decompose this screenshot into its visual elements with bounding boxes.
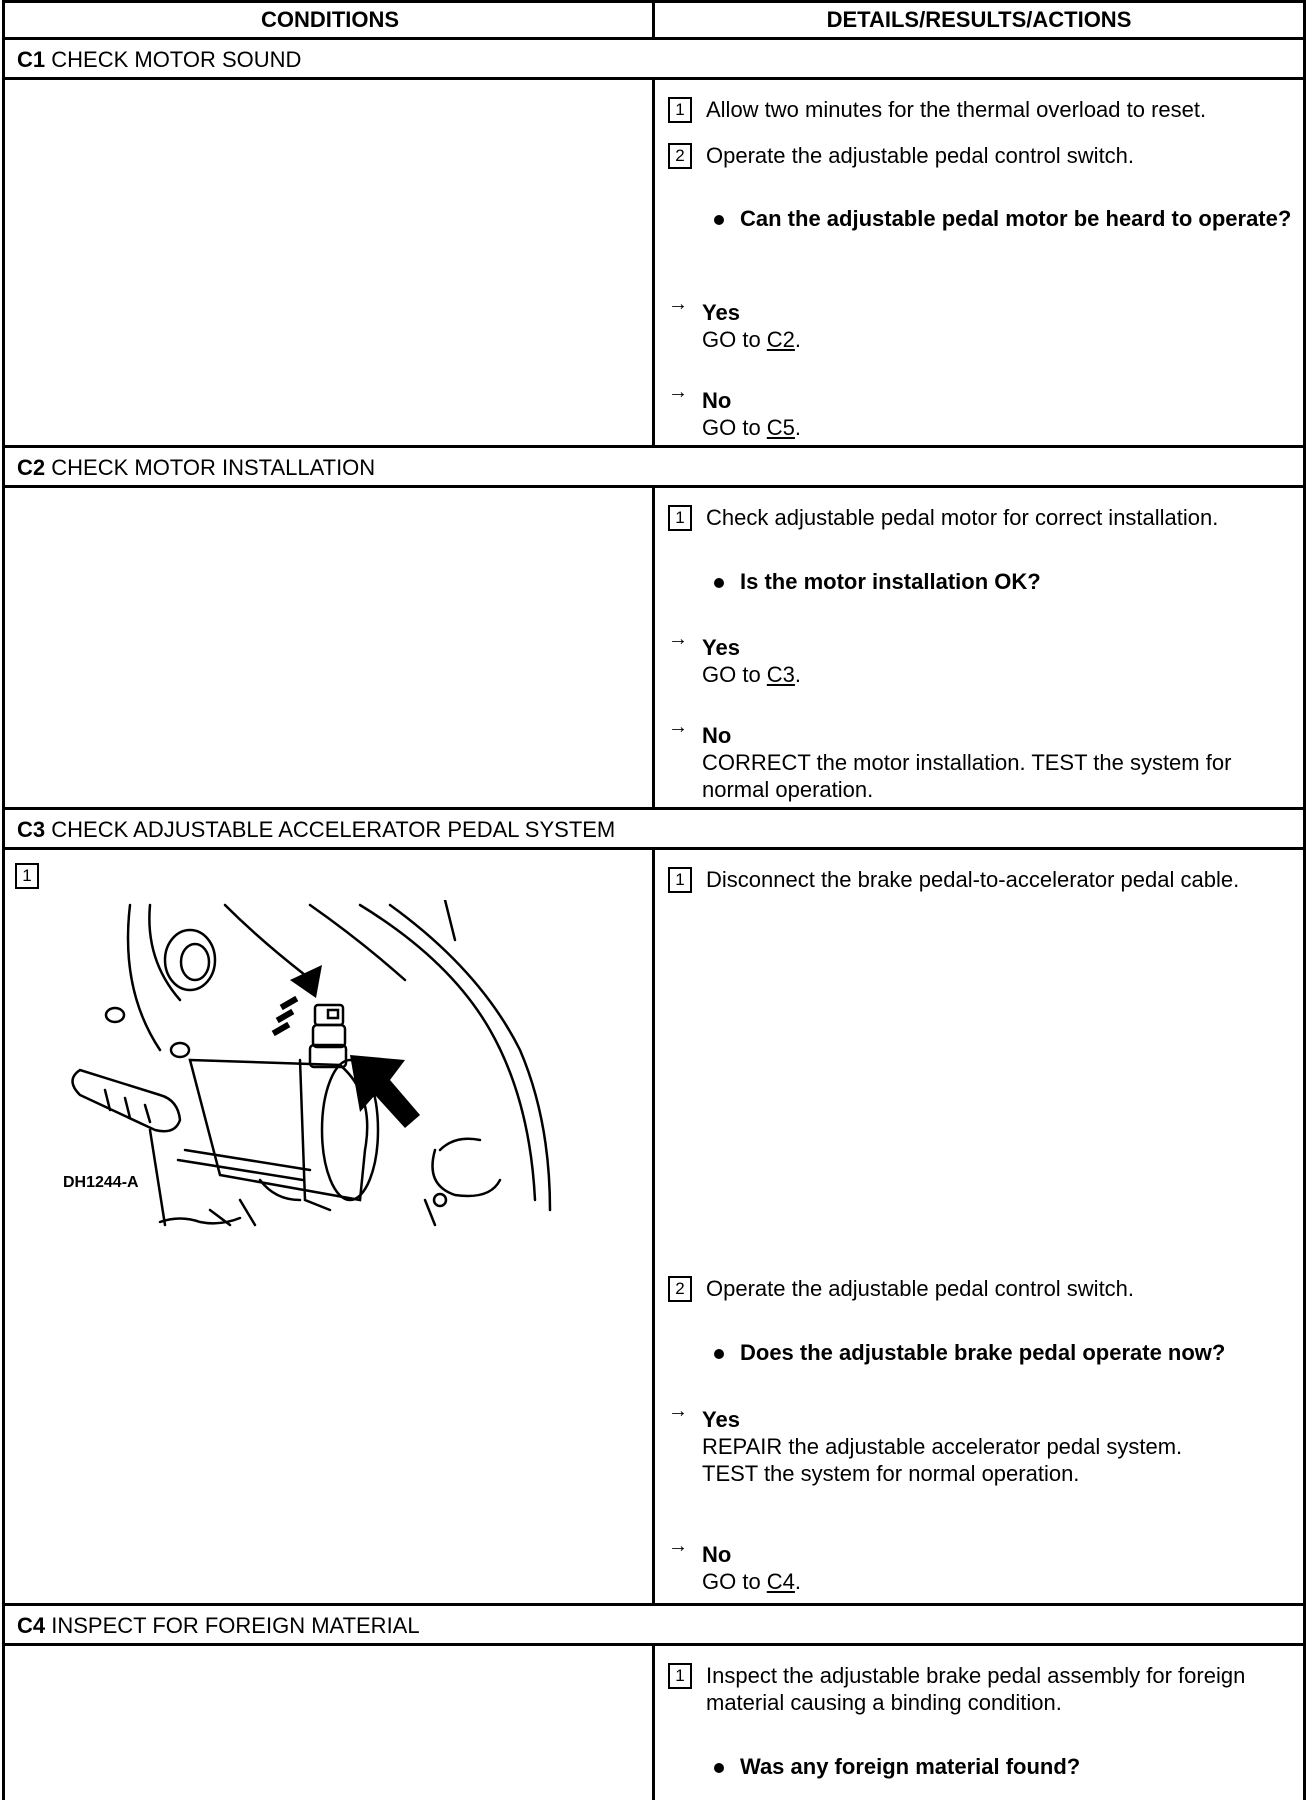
section-id: C4	[17, 1613, 46, 1638]
goto-link[interactable]: C5	[766, 415, 795, 440]
step-number: 1	[668, 97, 692, 123]
step-item	[668, 96, 1295, 123]
question: Is the motor installation OK?	[714, 568, 1295, 595]
bullet-icon	[714, 578, 724, 588]
step-number: 2	[668, 143, 692, 169]
step-item	[668, 866, 1295, 893]
goto-link[interactable]: C4	[766, 1569, 795, 1594]
step-text: Inspect the adjustable brake pedal assembly for foreign material causing a binding condition.	[706, 1663, 1246, 1715]
section-id: C1	[17, 47, 46, 72]
section-c1-title	[5, 40, 1303, 80]
step-item	[668, 142, 1295, 169]
arrow-icon: →	[668, 628, 688, 650]
arrow-icon: →	[668, 716, 688, 738]
step-item	[668, 1275, 1295, 1302]
section-id: C3	[17, 817, 46, 842]
section-c3-body	[5, 850, 1303, 1606]
section-title: CHECK ADJUSTABLE ACCELERATOR PEDAL SYSTEM	[51, 817, 616, 842]
answer-no: → No CORRECT the motor installation. TEST the system for normal operation.	[668, 716, 1232, 802]
step-text: Allow two minutes for the thermal overload to reset.	[706, 97, 1207, 122]
step-number: 1	[15, 863, 39, 889]
section-c3-title	[5, 810, 1303, 850]
goto-link[interactable]: C2	[766, 327, 795, 352]
step-item	[668, 504, 1295, 531]
step-text: Disconnect the brake pedal-to-accelerator pedal cable.	[706, 867, 1240, 892]
section-title: CHECK MOTOR SOUND	[51, 47, 302, 72]
answer-yes: → Yes REPAIR the adjustable accelerator pedal system. TEST the system for normal operation.	[668, 1400, 1183, 1486]
conditions-header: CONDITIONS	[260, 7, 400, 32]
step-number: 1	[668, 505, 692, 531]
answer-yes: → Yes GO to C3.	[668, 628, 802, 687]
answer-no: → No GO to C4.	[668, 1535, 802, 1594]
figure-label: DH1244-A	[63, 1174, 139, 1191]
section-title: CHECK MOTOR INSTALLATION	[51, 455, 376, 480]
goto-link[interactable]: C3	[766, 662, 795, 687]
arrow-icon: →	[668, 293, 688, 315]
answer-no: → No GO to C5.	[668, 381, 802, 440]
question: Can the adjustable pedal motor be heard to operate?	[714, 205, 1295, 232]
section-id: C2	[17, 455, 46, 480]
section-c4-body	[5, 1646, 1303, 1800]
diagnostic-table	[2, 0, 1306, 1800]
question: Does the adjustable brake pedal operate now?	[714, 1339, 1295, 1366]
arrow-icon: →	[668, 1400, 688, 1422]
step-text: Check adjustable pedal motor for correct installation.	[706, 505, 1219, 530]
bullet-icon	[714, 1763, 724, 1773]
section-c4-title	[5, 1606, 1303, 1646]
step-text: Operate the adjustable pedal control switch.	[706, 1276, 1135, 1301]
step-item	[668, 1662, 1295, 1716]
arrow-icon: →	[668, 381, 688, 403]
arrow-icon: →	[668, 1535, 688, 1557]
answer-yes: → Yes GO to C2.	[668, 293, 802, 352]
step-number: 1	[668, 867, 692, 893]
section-title: INSPECT FOR FOREIGN MATERIAL	[51, 1613, 420, 1638]
bullet-icon	[714, 1349, 724, 1359]
step-text: Operate the adjustable pedal control switch.	[706, 143, 1135, 168]
details-header: DETAILS/RESULTS/ACTIONS	[826, 7, 1132, 32]
section-c2-title	[5, 448, 1303, 488]
step-number: 1	[668, 1663, 692, 1689]
section-c1-body	[5, 80, 1303, 448]
step-number: 2	[668, 1276, 692, 1302]
bullet-icon	[714, 215, 724, 225]
section-c2-body	[5, 488, 1303, 810]
pedal-cable-diagram	[60, 900, 620, 1230]
question: Was any foreign material found?	[714, 1753, 1295, 1780]
